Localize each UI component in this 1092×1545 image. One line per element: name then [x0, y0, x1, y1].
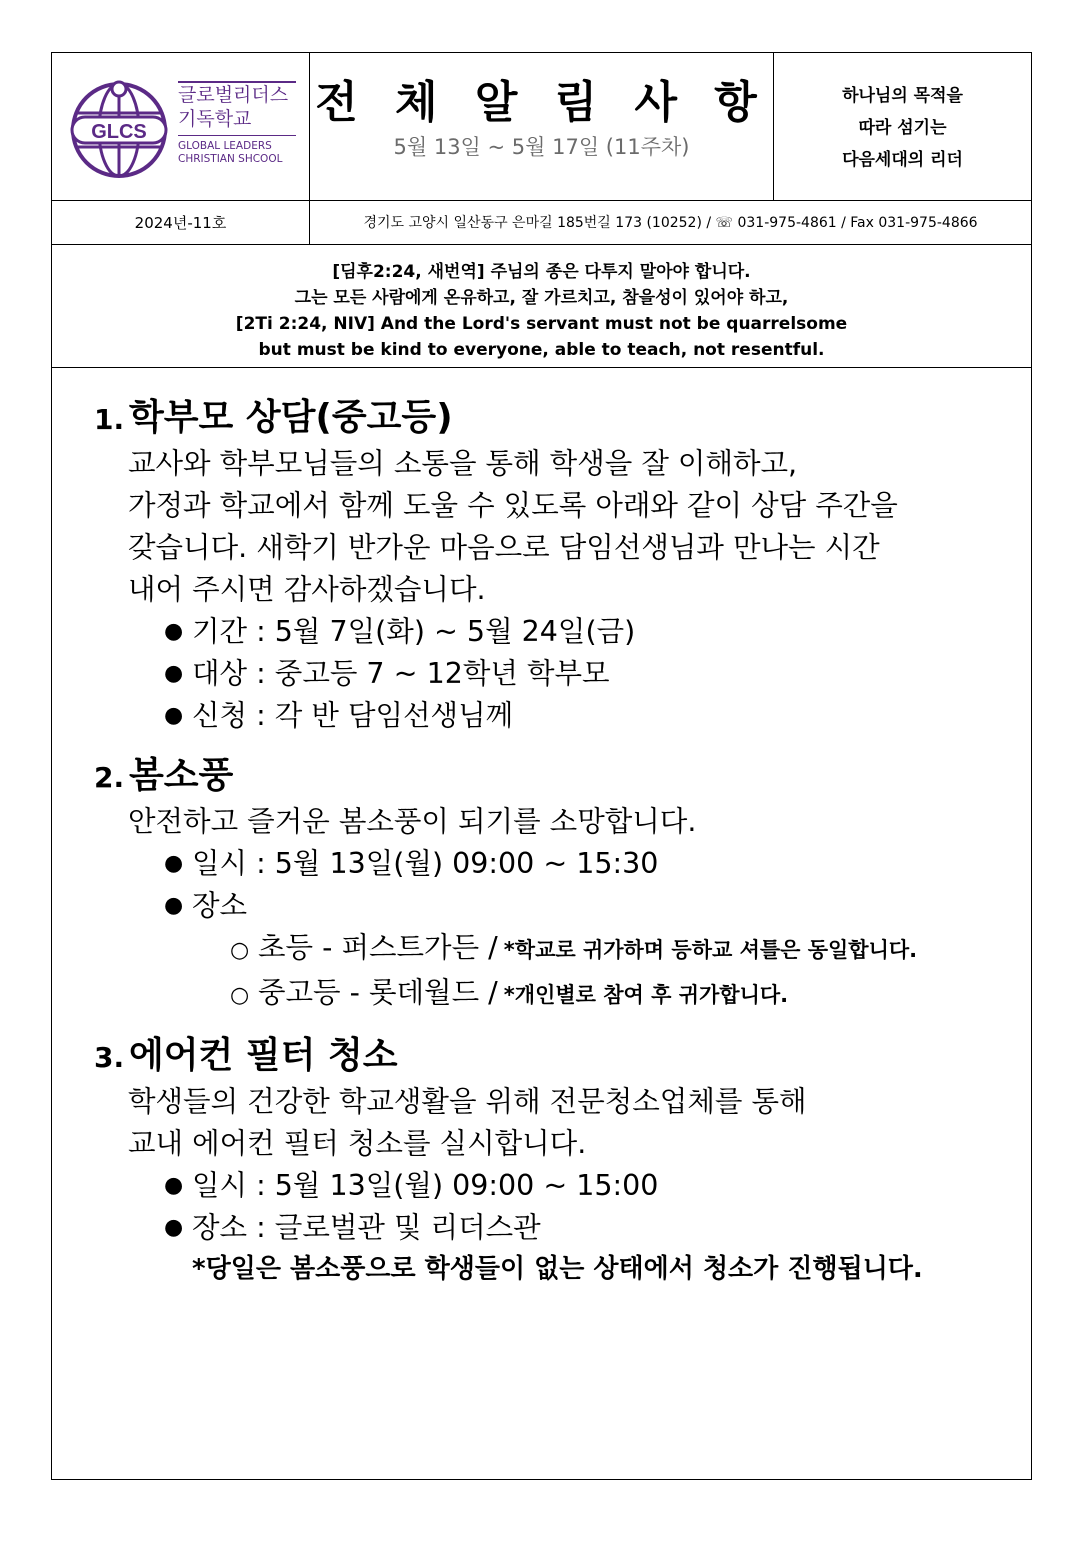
header-row	[52, 53, 1031, 201]
bullet-dot-icon: ●	[164, 1173, 184, 1198]
verse-line: but must be kind to everyone, able to teach, not resentful.	[258, 340, 825, 360]
bullet-item	[164, 653, 1021, 695]
section-paragraph-line: 안전하고 즐거운 봄소풍이 되기를 소망합니다.	[128, 805, 697, 838]
bullet-text: 신청 : 각 반 담임선생님께	[192, 699, 514, 732]
motto-line: 다음세대의 리더	[842, 150, 963, 170]
section-number: 2.	[94, 761, 125, 794]
sub-bullet-item	[230, 972, 1021, 1017]
logo-korean-line1: 글로벌리더스	[178, 83, 289, 106]
sub-bullet-text: 중고등 - 롯데월드 /	[258, 976, 498, 1009]
sub-bullet-text: 초등 - 퍼스트가든 /	[258, 931, 498, 964]
logo-english-line2: CHRISTIAN SHCOOL	[178, 153, 283, 165]
section-spring-picnic	[94, 751, 1021, 1017]
section-paragraph-line: 교사와 학부모님들의 소통을 통해 학생을 잘 이해하고,	[128, 447, 798, 480]
bullet-item	[164, 611, 1021, 653]
page-title: 전 체 알 림 사 항	[315, 77, 768, 128]
sub-bullet-note: *개인별로 참여 후 귀가합니다.	[503, 983, 789, 1007]
section-paragraph-line: 가정과 학교에서 함께 도울 수 있도록 아래와 같이 상담 주간을	[128, 489, 898, 522]
bullet-item	[164, 1207, 1021, 1249]
date-range: 5월 13일 ~ 5월 17일 (11주차)	[393, 135, 690, 159]
bullet-text: 기간 : 5월 7일(화) ~ 5월 24일(금)	[192, 615, 636, 648]
logo-english-line1: GLOBAL LEADERS	[178, 140, 272, 152]
bullet-dot-icon: ●	[164, 661, 184, 686]
sub-bullet-note: *학교로 귀가하며 등하교 셔틀은 동일합니다.	[503, 938, 918, 962]
bullet-text: 일시 : 5월 13일(월) 09:00 ~ 15:30	[192, 847, 659, 880]
bullet-dot-icon: ●	[164, 893, 184, 918]
section-number: 1.	[94, 403, 125, 436]
section-title: 학부모 상담(중고등)	[129, 397, 453, 438]
bullet-dot-icon: ●	[164, 851, 184, 876]
bullet-text: 대상 : 중고등 7 ~ 12학년 학부모	[192, 657, 610, 690]
school-address: 경기도 고양시 일산동구 은마길 185번길 173 (10252) / ☏ 031-975-4861 / Fax 031-975-4866	[363, 215, 978, 231]
section-note: *당일은 봄소풍으로 학생들이 없는 상태에서 청소가 진행됩니다.	[192, 1254, 923, 1284]
section-aircon-cleaning	[94, 1031, 1021, 1289]
section-paragraph-line: 학생들의 건강한 학교생활을 위해 전문청소업체를 통해	[128, 1085, 807, 1118]
issue-cell	[52, 201, 310, 244]
bullet-item	[164, 695, 1021, 737]
section-paragraph-line: 교내 에어컨 필터 청소를 실시합니다.	[128, 1127, 587, 1160]
section-paragraph-line: 내어 주시면 감사하겠습니다.	[128, 573, 486, 606]
logo-divider	[178, 135, 296, 137]
bullet-circle-icon: ○	[230, 938, 250, 963]
verse-line: [딤후2:24, 새번역] 주님의 종은 다투지 말아야 합니다.	[332, 262, 751, 282]
address-cell	[310, 201, 1031, 244]
section-title: 에어컨 필터 청소	[129, 1035, 398, 1076]
bullet-text: 장소	[192, 889, 248, 922]
motto-line: 따라 섬기는	[858, 118, 947, 138]
info-row	[52, 201, 1031, 245]
section-title: 봄소풍	[129, 755, 234, 796]
sub-bullet-item	[230, 927, 1021, 972]
logo-cell	[52, 53, 310, 200]
logo-wordmark	[178, 81, 296, 166]
section-number: 3.	[94, 1041, 125, 1074]
verse-line: [2Ti 2:24, NIV] And the Lord's servant must not be quarrelsome	[235, 314, 848, 334]
bullet-dot-icon: ●	[164, 703, 184, 728]
bullet-dot-icon: ●	[164, 619, 184, 644]
notice-frame	[51, 52, 1032, 1480]
bullet-item	[164, 1165, 1021, 1207]
motto-cell	[774, 53, 1031, 200]
logo-korean-line2: 기독학교	[178, 107, 252, 130]
logo-mark-text: GLCS	[91, 121, 147, 143]
verse-row	[52, 245, 1031, 368]
section-parent-consultation	[94, 393, 1021, 737]
bullet-item	[164, 885, 1021, 927]
bible-verse	[52, 259, 1031, 363]
bullet-text: 장소 : 글로벌관 및 리더스관	[192, 1211, 541, 1244]
school-logo-icon	[66, 75, 172, 181]
bullet-text: 일시 : 5월 13일(월) 09:00 ~ 15:00	[192, 1169, 659, 1202]
motto-line: 하나님의 목적을	[842, 86, 963, 106]
bullet-circle-icon: ○	[230, 983, 250, 1008]
notice-content	[94, 393, 1021, 1303]
title-cell	[310, 53, 774, 200]
bullet-dot-icon: ●	[164, 1215, 184, 1240]
issue-number: 2024년-11호	[134, 214, 227, 232]
verse-line: 그는 모든 사람에게 온유하고, 잘 가르치고, 참을성이 있어야 하고,	[294, 288, 789, 308]
section-paragraph-line: 갖습니다. 새학기 반가운 마음으로 담임선생님과 만나는 시간	[128, 531, 880, 564]
bullet-item	[164, 843, 1021, 885]
